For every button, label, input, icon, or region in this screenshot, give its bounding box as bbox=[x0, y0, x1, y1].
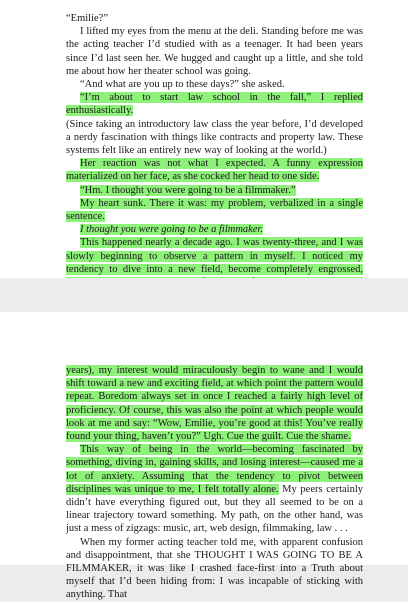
paragraph-highlighted bbox=[66, 157, 363, 183]
highlight[interactable]: My heart sunk. There it was: my problem, verbalized in a single sentence. bbox=[66, 197, 363, 223]
document-page-1 bbox=[0, 0, 408, 278]
highlight[interactable]: years), my interest would miraculously begin to wane and I would shift toward a new and exciting field, at which point the pattern would repeat. Boredom always set in once I reached a fairly high level of proficiency. Of course, this was also the point at which people would look at me and say: “Wow, Emilie, you’re good at this! You’ve really found your thing, haven’t you?” Ugh. Cue the guilt. Cue the shame. bbox=[66, 365, 363, 443]
paragraph: When my former acting teacher told me, with apparent confusion and disappointment, that she THOUGHT I WAS GOING TO BE A FILMMAKER, it was like I crashed face-first into a Truth about myself that I’d been hiding from: I was incapable of sticking with anything. That bbox=[66, 536, 363, 601]
paragraph-highlighted bbox=[66, 223, 363, 236]
highlight[interactable]: I thought you were going to be a filmmaker. bbox=[80, 224, 264, 236]
paragraph: “Emilie?” bbox=[66, 13, 108, 24]
paragraph: (Since taking an introductory law class the year before, I’d developed a nerdy fascination with things like contracts and property law. These systems felt like an entirely new way of looking at the world.) bbox=[66, 118, 363, 157]
paragraph-highlighted bbox=[66, 197, 363, 223]
highlight[interactable]: This happened nearly a decade ago. I was twenty-three, and I was slowly beginning to observe a pattern in myself. I noticed my tendency to dive into a new field, become completely engrossed, bbox=[66, 237, 363, 314]
page-gap bbox=[0, 278, 408, 312]
paragraph: I lifted my eyes from the menu at the deli. Standing before me was the acting teacher I’d studied with as a teenager. It had been years since I’d last seen her. We hugged and caught up a little, and she told me about how her theater school was going. bbox=[66, 26, 363, 77]
paragraph-highlighted bbox=[66, 184, 363, 197]
document-page-2 bbox=[0, 312, 408, 601]
paragraph bbox=[66, 443, 363, 535]
paragraph-text: My peers certainly didn’t have everything figured out, but they all seemed to be on a linear trajectory toward something. My path, on the other hand, was just a mess of zigzags: music, art, web design, filmmaking, law . . . bbox=[66, 483, 363, 535]
paragraph-highlighted bbox=[66, 364, 363, 443]
highlight[interactable]: “I’m about to start law school in the fall,” I replied enthusiastically. bbox=[66, 92, 363, 117]
paragraph: “And what are you up to these days?” she asked. bbox=[80, 79, 285, 91]
highlight[interactable]: Her reaction was not what I expected. A funny expression materialized on her face, as she cocked her head to one side. bbox=[66, 158, 363, 183]
highlight[interactable]: This way of being in the world—becoming fascinated by something, diving in, gaining skills, and losing interest—caused me a lot of anxiety. Assuming that the tendency to pivot between disciplines was unique to me, I felt totally alone. bbox=[66, 444, 363, 495]
highlight[interactable]: “Hm. I thought you were going to be a filmmaker.” bbox=[80, 184, 296, 196]
paragraph-highlighted bbox=[66, 91, 363, 117]
